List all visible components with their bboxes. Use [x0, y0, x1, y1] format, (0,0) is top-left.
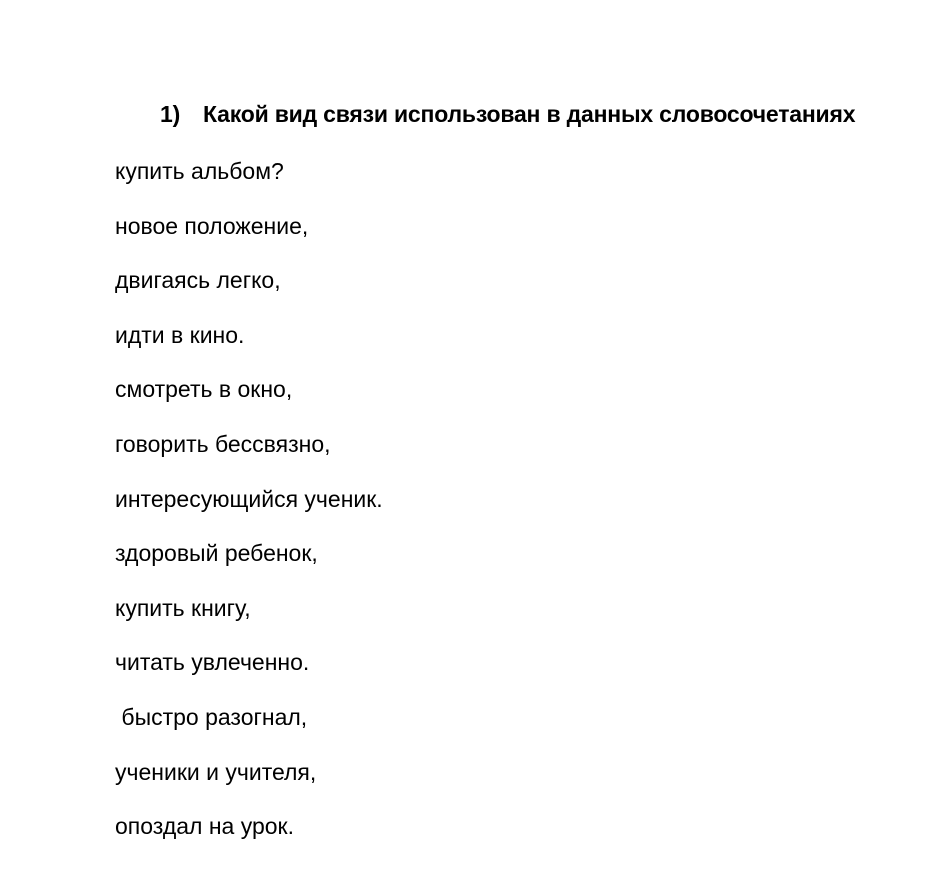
phrase-list	[115, 157, 383, 867]
phrase-item: ученики и учителя,	[115, 758, 317, 785]
phrase-item: купить книгу,	[115, 594, 251, 621]
phrase-item: идти в кино.	[115, 321, 245, 348]
phrase-item: двигаясь легко,	[115, 267, 281, 294]
question-number: 1)	[160, 101, 181, 127]
phrase-item: купить альбом?	[115, 158, 284, 184]
phrase-item: смотреть в окно,	[115, 376, 293, 403]
phrase-item: опоздал на урок.	[115, 813, 295, 840]
phrase-item: говорить бессвязно,	[115, 430, 331, 457]
question-text: Какой вид связи использован в данных словосочетаниях	[203, 101, 856, 127]
phrase-item: быстро разогнал,	[115, 703, 308, 730]
phrase-item: новое положение,	[115, 212, 309, 239]
question-heading	[160, 101, 855, 128]
phrase-item: здоровый ребенок,	[115, 540, 318, 567]
phrase-item: интересующийся ученик.	[115, 485, 383, 512]
phrase-item: читать увлеченно.	[115, 649, 310, 676]
